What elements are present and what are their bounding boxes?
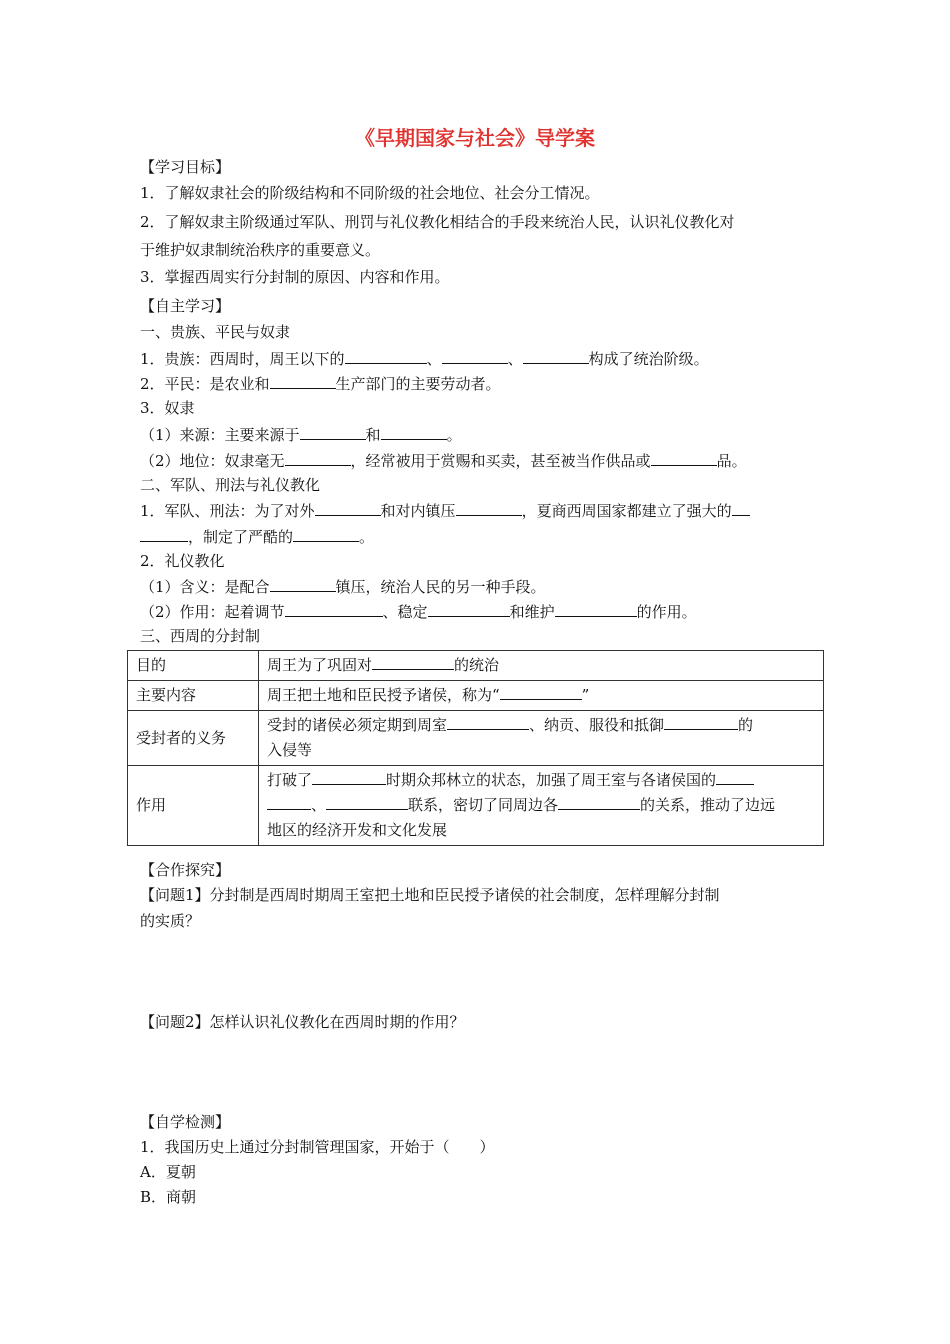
blank-field[interactable] [285, 601, 383, 617]
blank-field[interactable] [442, 348, 508, 364]
blank-field[interactable] [523, 348, 589, 364]
blank-field[interactable] [428, 601, 510, 617]
blank-field[interactable] [293, 526, 359, 542]
fill-line-commoners: 2．平民：是农业和 生产部门的主要劳动者。 [140, 375, 501, 393]
self-study-heading: 【自主学习】 [140, 297, 231, 315]
rites-heading: 2．礼仪教化 [140, 552, 225, 570]
row-value-content: 周王把土地和臣民授予诸侯，称为“ ” [259, 681, 824, 711]
table-row [128, 651, 824, 681]
fill-line-rites-meaning: （1）含义：是配合 镇压，统治人民的另一种手段。 [140, 578, 546, 596]
check-question-1: 1．我国历史上通过分封制管理国家，开始于（ ） [140, 1138, 495, 1156]
row-key-effect: 作用 [128, 766, 259, 846]
row-value-effect: 打破了 时期众邦林立的状态，加强了周王室与各诸侯国的 、 联系，密切了同周边各 的关系，推动了边远 地区的经济开发和文化发展 [259, 766, 824, 846]
blank-field[interactable] [664, 714, 738, 730]
section-1-heading: 一、贵族、平民与奴隶 [140, 323, 291, 341]
slaves-heading: 3．奴隶 [140, 399, 195, 417]
blank-field[interactable] [267, 794, 311, 810]
fill-line-army-cont: ，制定了严酷的 。 [140, 526, 374, 547]
blank-field[interactable] [285, 450, 351, 466]
goal-2-line-1: 2．了解奴隶主阶级通过军队、刑罚与礼仪教化相结合的手段来统治人民，认识礼仪教化对 [140, 213, 735, 231]
table-row [128, 766, 824, 846]
blank-field[interactable] [345, 348, 427, 364]
page-title: 《早期国家与社会》导学案 [355, 126, 595, 150]
goal-2-line-2: 于维护奴隶制统治秩序的重要意义。 [140, 241, 381, 259]
fill-line-nobility: 1．贵族：西周时，周王以下的 、 、 构成了统治阶级。 [140, 350, 709, 368]
fill-line-army: 1．军队、刑法：为了对外 和对内镇压 ，夏商西周国家都建立了强大的 [140, 500, 750, 521]
question-2: 【问题2】怎样认识礼仪教化在西周时期的作用？ [140, 1013, 465, 1031]
goal-3: 3．掌握西周实行分封制的原因、内容和作用。 [140, 268, 450, 286]
blank-field[interactable] [732, 500, 750, 516]
table-row [128, 681, 824, 711]
blank-field[interactable] [300, 424, 366, 440]
enfeoffment-table [127, 650, 824, 846]
blank-field[interactable] [381, 424, 447, 440]
row-value-purpose: 周王为了巩固对 的统治 [259, 651, 824, 681]
blank-field[interactable] [315, 500, 381, 516]
goals-heading: 【学习目标】 [140, 158, 231, 176]
blank-field[interactable] [500, 684, 582, 700]
blank-field[interactable] [555, 601, 637, 617]
blank-field[interactable] [716, 769, 754, 785]
blank-field[interactable] [651, 450, 717, 466]
option-b: B．商朝 [140, 1188, 197, 1206]
row-key-purpose: 目的 [128, 651, 259, 681]
blank-field[interactable] [447, 714, 529, 730]
blank-field[interactable] [270, 373, 336, 389]
blank-field[interactable] [140, 526, 188, 542]
option-a: A．夏朝 [140, 1163, 196, 1181]
blank-field[interactable] [558, 794, 640, 810]
blank-field[interactable] [456, 500, 522, 516]
blank-field[interactable] [372, 654, 454, 670]
section-2-heading: 二、军队、刑法与礼仪教化 [140, 476, 321, 494]
row-key-duties: 受封者的义务 [128, 711, 259, 766]
row-key-content: 主要内容 [128, 681, 259, 711]
coop-heading: 【合作探究】 [140, 861, 231, 879]
section-3-heading: 三、西周的分封制 [140, 627, 261, 645]
blank-field[interactable] [270, 576, 336, 592]
blank-field[interactable] [326, 794, 408, 810]
goal-1: 1．了解奴隶社会的阶级结构和不同阶级的社会地位、社会分工情况。 [140, 184, 600, 202]
fill-line-rites-role: （2）作用：起着调节 、稳定 和维护 的作用。 [140, 603, 697, 621]
blank-field[interactable] [312, 769, 386, 785]
fill-line-slave-status: （2）地位：奴隶毫无 ，经常被用于赏赐和买卖，甚至被当作供品或 品。 [140, 452, 747, 470]
table-row [128, 711, 824, 766]
row-value-duties: 受封的诸侯必须定期到周室 、纳贡、服役和抵御 的 入侵等 [259, 711, 824, 766]
question-1-line-1: 【问题1】分封制是西周时期周王室把土地和臣民授予诸侯的社会制度，怎样理解分封制 [140, 886, 720, 904]
fill-line-slave-source: （1）来源：主要来源于 和 。 [140, 426, 462, 444]
check-heading: 【自学检测】 [140, 1113, 231, 1131]
question-1-line-2: 的实质？ [140, 912, 201, 930]
